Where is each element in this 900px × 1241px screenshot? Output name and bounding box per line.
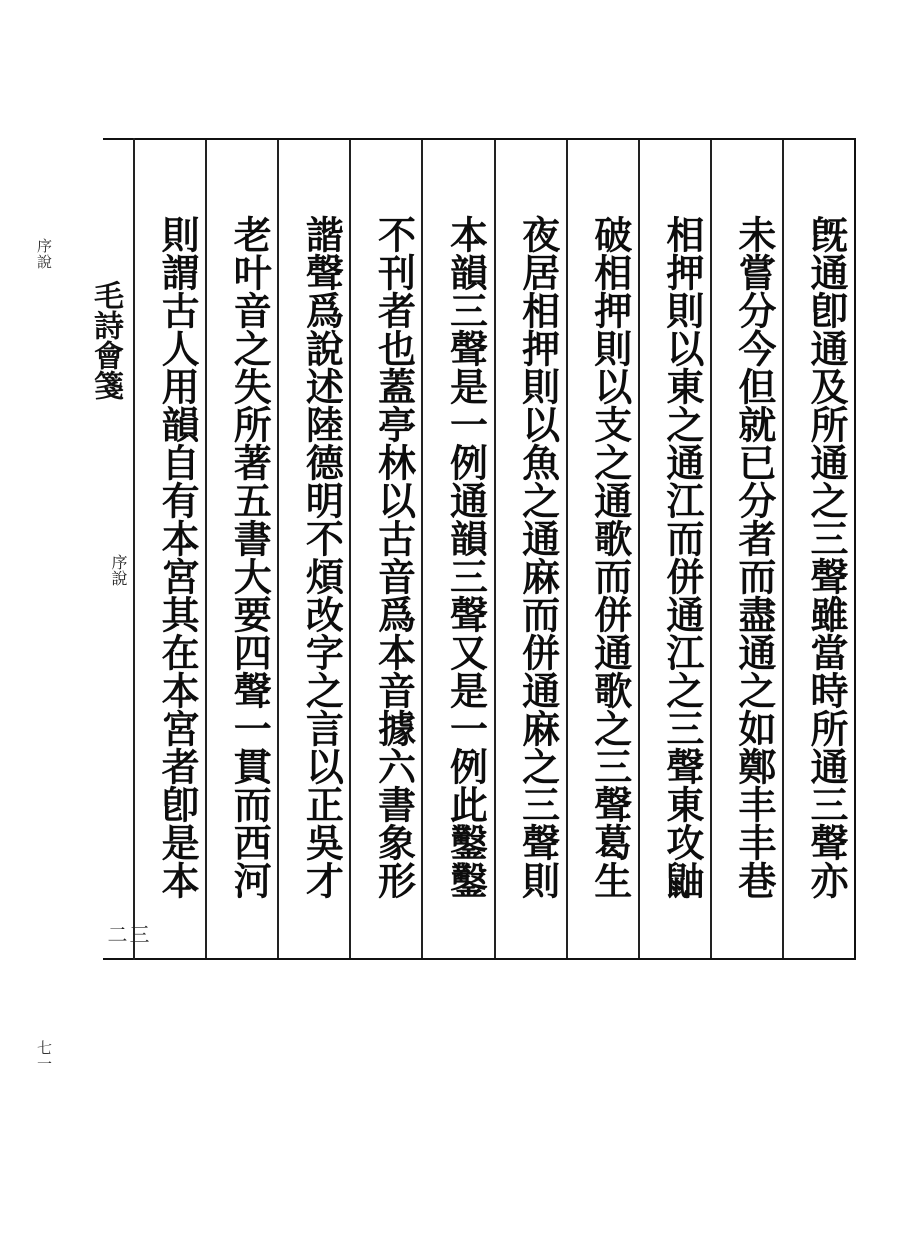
spine-section-label: 序說	[109, 554, 128, 586]
column-text: 不刊者也蓋亭林以古音爲本音據六書象形	[371, 215, 417, 899]
text-column	[277, 140, 349, 958]
column-text: 諧聲爲說述陸德明不煩改字之言以正吳才	[299, 215, 345, 899]
spine-page-number: 三二	[104, 924, 150, 944]
column-text: 旣通卽通及所通之三聲雖當時所通三聲亦	[804, 215, 849, 899]
spine-book-title: 毛詩會箋	[88, 280, 123, 400]
text-columns	[135, 140, 854, 958]
text-column	[494, 140, 566, 958]
text-column	[782, 140, 854, 958]
margin-section-label: 序說	[35, 238, 53, 270]
text-column	[421, 140, 493, 958]
text-column	[205, 140, 277, 958]
text-column	[566, 140, 638, 958]
column-text: 本韻三聲是一例通韻三聲又是一例此鑿鑿	[443, 215, 489, 899]
column-text: 相押則以東之通江而併通江之三聲東攻鼬	[659, 215, 705, 899]
spine	[88, 240, 150, 960]
text-column	[349, 140, 421, 958]
column-text: 夜居相押則以魚之通麻而併通麻之三聲則	[515, 215, 561, 899]
text-column	[638, 140, 710, 958]
column-text: 老叶音之失所著五書大要四聲一貫而西河	[227, 215, 273, 899]
text-column	[135, 140, 205, 958]
column-text: 破相押則以支之通歌而併通歌之三聲葛生	[587, 215, 633, 899]
margin-page-number: 七一	[35, 1040, 53, 1072]
column-text: 未嘗分今但就已分者而盡通之如鄭丰丰巷	[731, 215, 777, 899]
text-column	[710, 140, 782, 958]
column-text: 則謂古人用韻自有本宮其在本宮者卽是本	[155, 215, 201, 899]
